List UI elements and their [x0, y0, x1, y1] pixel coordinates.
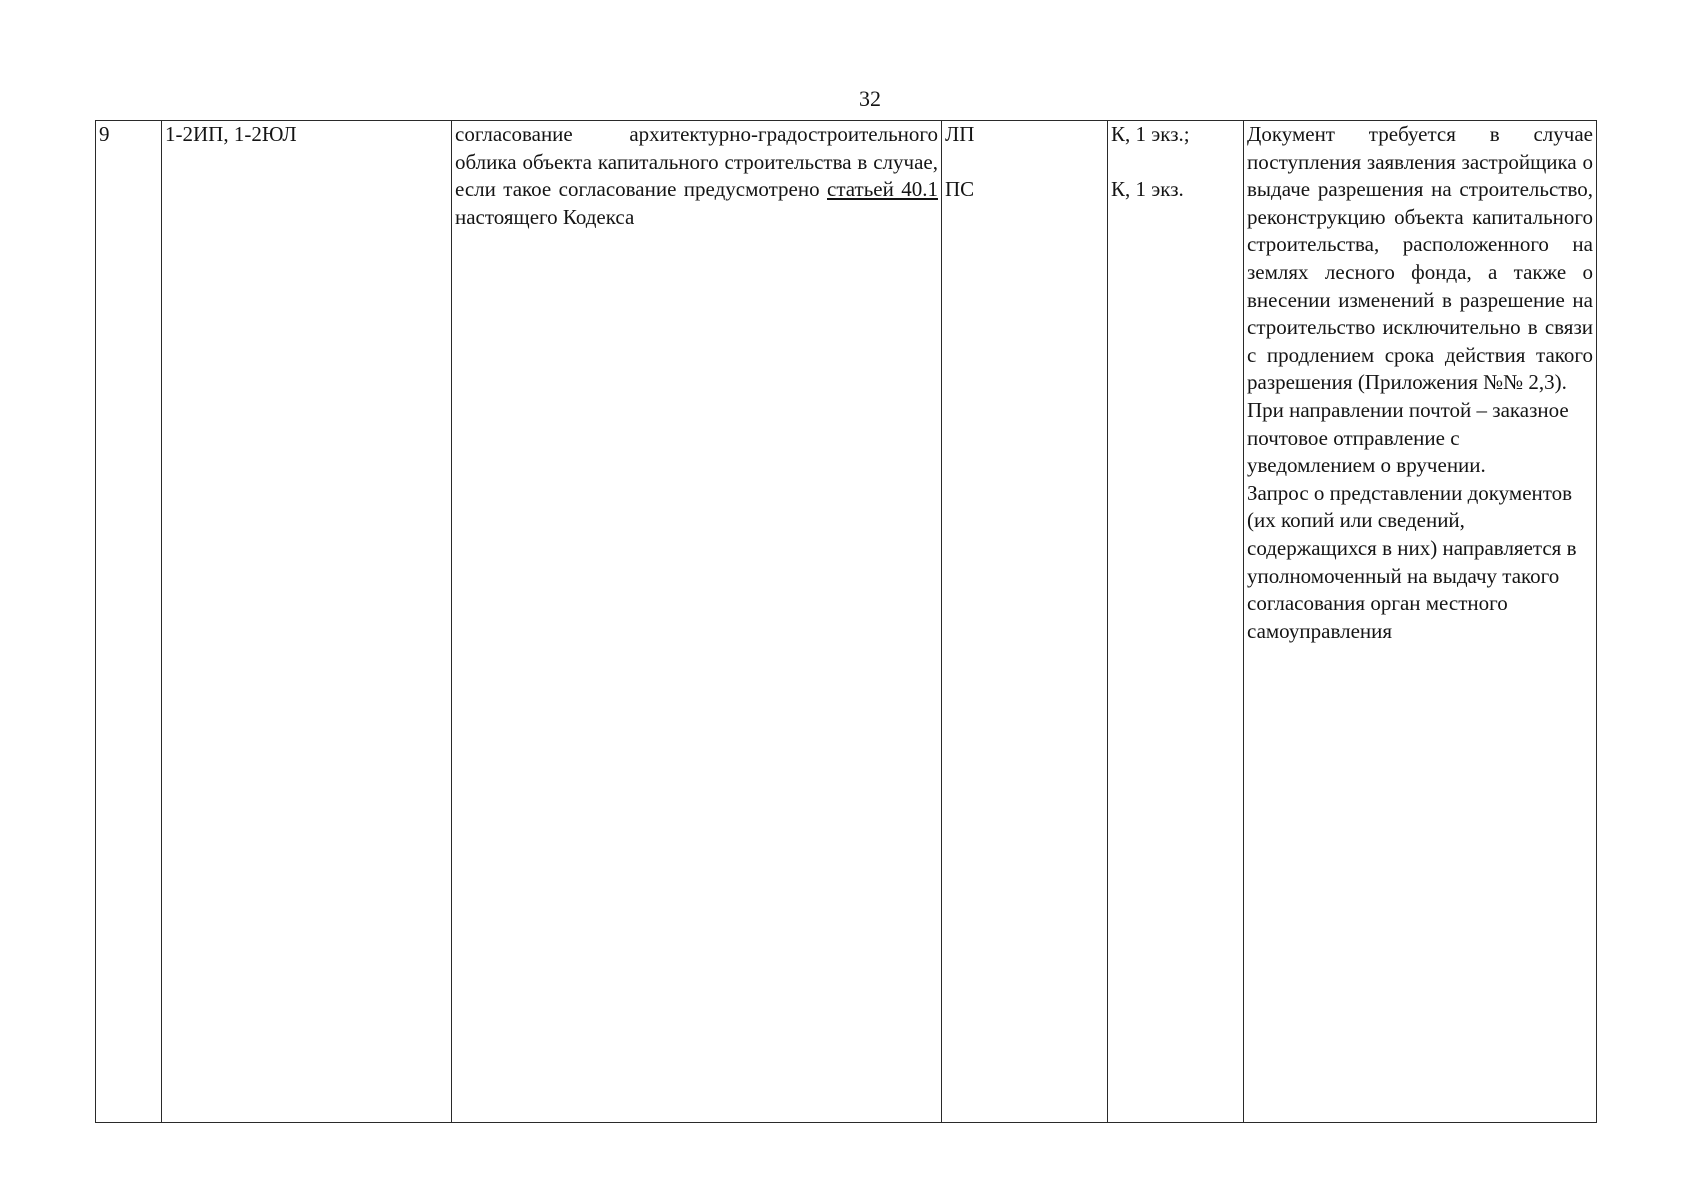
note-requirement: Документ требуется в случае поступления заявления застройщика о выдаче разрешения на строительство, реконструкцию объекта капитального строительства, расположенного на землях лесного фонда, а также о внесении изменений в разрешение на строительство исключительно в связи с продлением срока действия такого разрешения (Приложения №№ 2,3).: [1247, 122, 1593, 395]
description-text: согласование архитектурно-градостроительного облика объекта капитального строительства в случае, если такое согласование предусмотрено: [455, 122, 938, 202]
document-table: [95, 120, 1597, 1123]
type-lp: ЛП: [945, 122, 975, 146]
applicant-codes-cell: [162, 121, 452, 1123]
document-description-cell: [452, 121, 942, 1123]
note-cell: [1244, 121, 1597, 1123]
row-number-cell: [96, 121, 162, 1123]
applicant-codes: 1-2ИП, 1-2ЮЛ: [165, 122, 297, 146]
article-link[interactable]: статьей 40.1: [827, 177, 938, 202]
page-number: 32: [859, 86, 881, 111]
form-ps: К, 1 экз.: [1111, 176, 1184, 201]
type-ps: ПС: [945, 176, 975, 201]
description-tail: настоящего Кодекса: [455, 204, 635, 229]
table-row: [96, 121, 1597, 1123]
document-form-cell: [1108, 121, 1244, 1123]
note-postal: При направлении почтой – заказное почтовое отправление с уведомлением о вручении.: [1247, 397, 1569, 478]
form-lp: К, 1 экз.;: [1111, 122, 1190, 146]
document-type-cell: [942, 121, 1108, 1123]
row-number: 9: [99, 122, 110, 146]
note-request: Запрос о представлении документов (их копий или сведений, содержащихся в них) направляется в уполномоченный на выдачу такого согласования орган местного самоуправления: [1247, 480, 1577, 643]
